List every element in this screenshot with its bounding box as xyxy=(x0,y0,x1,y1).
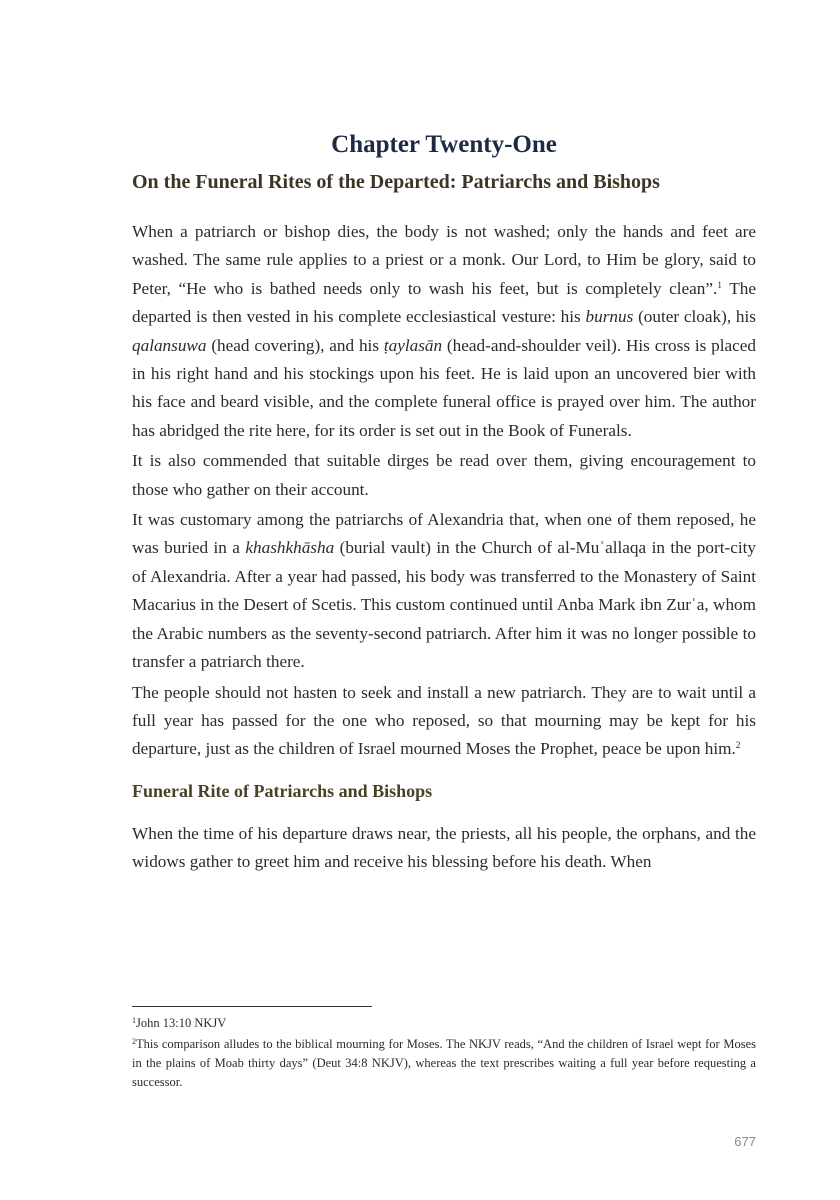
text-run: When a patriarch or bishop dies, the body is not washed; only the hands and feet are washed. The same rule applies to a priest or a monk. Our Lord, to Him be glory, said to Peter, “He who is bathed needs only to wash his feet, but is completely clean”. xyxy=(132,222,756,298)
footnote-number: 1 xyxy=(132,1016,136,1025)
paragraph-4 xyxy=(132,679,756,764)
footnote-text: This comparison alludes to the biblical mourning for Moses. The NKJV reads, “And the children of Israel wept for Moses in the plains of Moab thirty days” (Deut 34:8 NKJV), whereas the text prescribes waiting a full year before requesting a successor. xyxy=(132,1037,756,1089)
text-run: It was customary among the patriarchs of Alexandria that, when one of them reposed, he was buried in a xyxy=(132,510,756,558)
page-number: 677 xyxy=(734,1134,756,1149)
paragraph-3 xyxy=(132,506,756,676)
text-run: The departed is then vested in his complete ecclesiastical vesture: his xyxy=(132,278,756,327)
term-burnus: burnus xyxy=(585,307,634,327)
footnote-divider xyxy=(132,1006,372,1007)
text-run: (head covering), and his xyxy=(206,335,384,355)
term-khashkhasha: khashkhāsha xyxy=(245,538,335,558)
footnote-number: 2 xyxy=(132,1037,136,1046)
footnote-ref-1[interactable]: 1 xyxy=(717,280,723,291)
paragraph-2: It is also commended that suitable dirges be read over them, giving encouragement to those who gather on their account. xyxy=(132,451,756,499)
page-body xyxy=(132,128,756,877)
text-run: (burial vault) in the Church of al-Muʿallaqa in the port-city of Alexandria. After a year had passed, his body was transferred to the Monastery of Saint Macarius in the Desert of Scetis. This custom continued until Anba Mark ibn Zurʿa, whom the Arabic numbers as the seventy-second patriarch. After him it was no longer possible to transfer a patriarch there. xyxy=(132,538,756,672)
footnote-ref-2[interactable]: 2 xyxy=(735,741,741,752)
term-qalansuwa: qalansuwa xyxy=(132,335,207,355)
footnote-1 xyxy=(132,1014,756,1033)
subsection-title: Funeral Rite of Patriarchs and Bishops xyxy=(132,780,433,801)
paragraph-1 xyxy=(132,218,756,445)
footnote-2 xyxy=(132,1035,756,1092)
text-run: (head-and-shoulder veil). His cross is placed in his right hand and his stockings upon his feet. He is laid upon an uncovered bier with his face and beard visible, and the complete funeral office is prayed over him. The author has abridged the rite here, for its order is set out in the Book of Funerals. xyxy=(132,335,756,440)
chapter-title: Chapter Twenty-One xyxy=(331,131,557,158)
footnote-text: John 13:10 NKJV xyxy=(136,1016,227,1030)
paragraph-5: When the time of his departure draws near, the priests, all his people, the orphans, and the widows gather to greet him and receive his blessing before his death. When xyxy=(132,823,756,872)
term-taylasan: ṭaylasān xyxy=(383,335,443,355)
text-run: The people should not hasten to seek and install a new patriarch. They are to wait until a full year has passed for the one who reposed, so that mourning may be kept for his departure, just as the children of Israel mourned Moses the Prophet, peace be upon him. xyxy=(132,682,756,759)
text-run: (outer cloak), his xyxy=(633,307,756,327)
footnotes xyxy=(132,1014,756,1094)
section-title: On the Funeral Rites of the Departed: Patriarchs and Bishops xyxy=(132,171,660,193)
